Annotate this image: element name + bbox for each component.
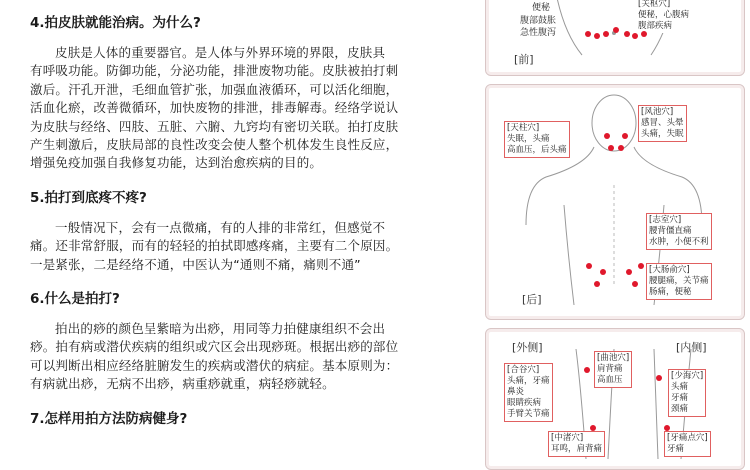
paragraph-line: 有病就出痧，无病不出痧，病重痧就重，病轻痧就轻。 <box>30 376 335 392</box>
section-title: 7.怎样用拍方法防病健身? <box>30 410 188 427</box>
paragraph-line: 拍出的痧的颜色呈紫暗为出痧，用同等力拍健康组织不会出 <box>55 321 386 337</box>
paragraph-line: 一般情况下，会有一点微痛，有的人排的非常红，但感觉不 <box>55 219 386 235</box>
fengchi-box: [风池穴] 感冒、头晕 头痛，失眠 <box>638 105 687 142</box>
acupoint-dot <box>590 425 596 431</box>
front-label: 便秘 <box>532 3 551 13</box>
paragraph-line: 皮肤是人体的重要器官。是人体与外界环境的界限，皮肤具 <box>55 45 386 60</box>
paragraph-line: 一是紧张，二是经络不通，中医认为“通则不痛，痛则不通” <box>30 256 361 272</box>
acupoint-dot <box>603 31 609 37</box>
acupoint-dot <box>626 269 632 275</box>
acupoint-dot <box>585 31 591 37</box>
acupoint-dot <box>594 33 600 39</box>
inner-side-label: [内侧] <box>676 341 707 354</box>
paragraph-line: 增强免疫加强自我修复功能，达到治愈疾病的目的。 <box>30 155 323 171</box>
article-text <box>30 12 470 430</box>
arm-panel <box>485 328 745 470</box>
acupoint-dot <box>656 375 662 381</box>
front-label: 急性腹泻 <box>520 28 557 38</box>
paragraph-line: 活血化瘀，改善微循环，加快废物的排泄，排毒解毒。经络学说认 <box>30 100 399 116</box>
acupoint-dot <box>624 31 630 37</box>
acupoint-dot <box>613 27 619 33</box>
acupoint-dot <box>641 31 647 37</box>
yatong-box: [牙痛点穴] 牙痛 <box>664 431 711 457</box>
quchi-box: [曲池穴] 肩背痛 高血压 <box>594 351 632 388</box>
acupoint-dot <box>608 145 614 151</box>
zhishi-box: [志室穴] 腰背僵直痛 水肿，小便不利 <box>646 213 712 250</box>
acupoint-diagram <box>478 0 750 453</box>
paragraph-line: 激后。汗孔开泄，毛细血管扩张，加强血液循环，可以活化细胞， <box>30 81 399 97</box>
guanshu-box: [关枢穴] 便秘，心腹病 腹部疾病 <box>638 0 690 31</box>
section-title: 4.拍皮肤就能治病。为什么? <box>30 15 201 31</box>
dachangshu-box: [大肠俞穴] 腰腿痛，关节痛 肠痛，便秘 <box>646 263 712 300</box>
section-title: 6.什么是拍打? <box>30 291 120 308</box>
hegu-box: [合谷穴] 头痛，牙痛 鼻炎 眼睛疾病 手臂关节痛 <box>504 363 553 422</box>
acupoint-dot <box>586 263 592 269</box>
paragraph-line: 痧。拍有病或潜伏疾病的组织或穴区会出现痧斑。根据出痧的部位 <box>30 339 399 355</box>
outer-side-label: [外侧] <box>512 341 543 354</box>
paragraph-line: 有呼吸功能。防御功能，分泌功能，排泄废物功能。皮肤被拍打刺 <box>30 63 399 79</box>
acupoint-dot <box>638 263 644 269</box>
shaohai-box: [少海穴] 头痛 牙痛 颈痛 <box>668 369 706 417</box>
paragraph-line: 痛。还非常舒服，而有的轻轻的拍拭即感疼痛，主要有二个原因。 <box>30 238 399 254</box>
acupoint-dot <box>622 133 628 139</box>
paragraph-line: 产生刺激后，皮肤局部的良性改变会使人整个机体发生良性反应， <box>30 137 399 153</box>
acupoint-dot <box>584 367 590 373</box>
acupoint-dot <box>632 281 638 287</box>
front-caption: [前] <box>514 53 534 66</box>
section-title: 5.拍打到底疼不疼? <box>30 189 147 206</box>
tianzhu-box: [天柱穴] 失眠，头痛 高血压，后头痛 <box>504 121 570 158</box>
back-panel <box>485 84 745 320</box>
back-caption: [后] <box>522 293 542 306</box>
acupoint-dot <box>604 133 610 139</box>
acupoint-dot <box>594 281 600 287</box>
front-panel <box>485 0 745 76</box>
front-label: 腹部鼓胀 <box>520 16 557 26</box>
acupoint-dot <box>600 269 606 275</box>
paragraph-line: 为皮肤与经络、四肢、五脏、六腑、九窍均有密切关联。拍打皮肤 <box>30 118 399 134</box>
zhongzhu-box: [中渚穴] 耳鸣，肩背痛 <box>548 431 605 457</box>
acupoint-dot <box>664 425 670 431</box>
paragraph-line: 可以判断出相应经络脏腑发生的疾病或潜伏的病症。基本原则为： <box>30 357 399 373</box>
acupoint-dot <box>618 145 624 151</box>
acupoint-dot <box>632 33 638 39</box>
